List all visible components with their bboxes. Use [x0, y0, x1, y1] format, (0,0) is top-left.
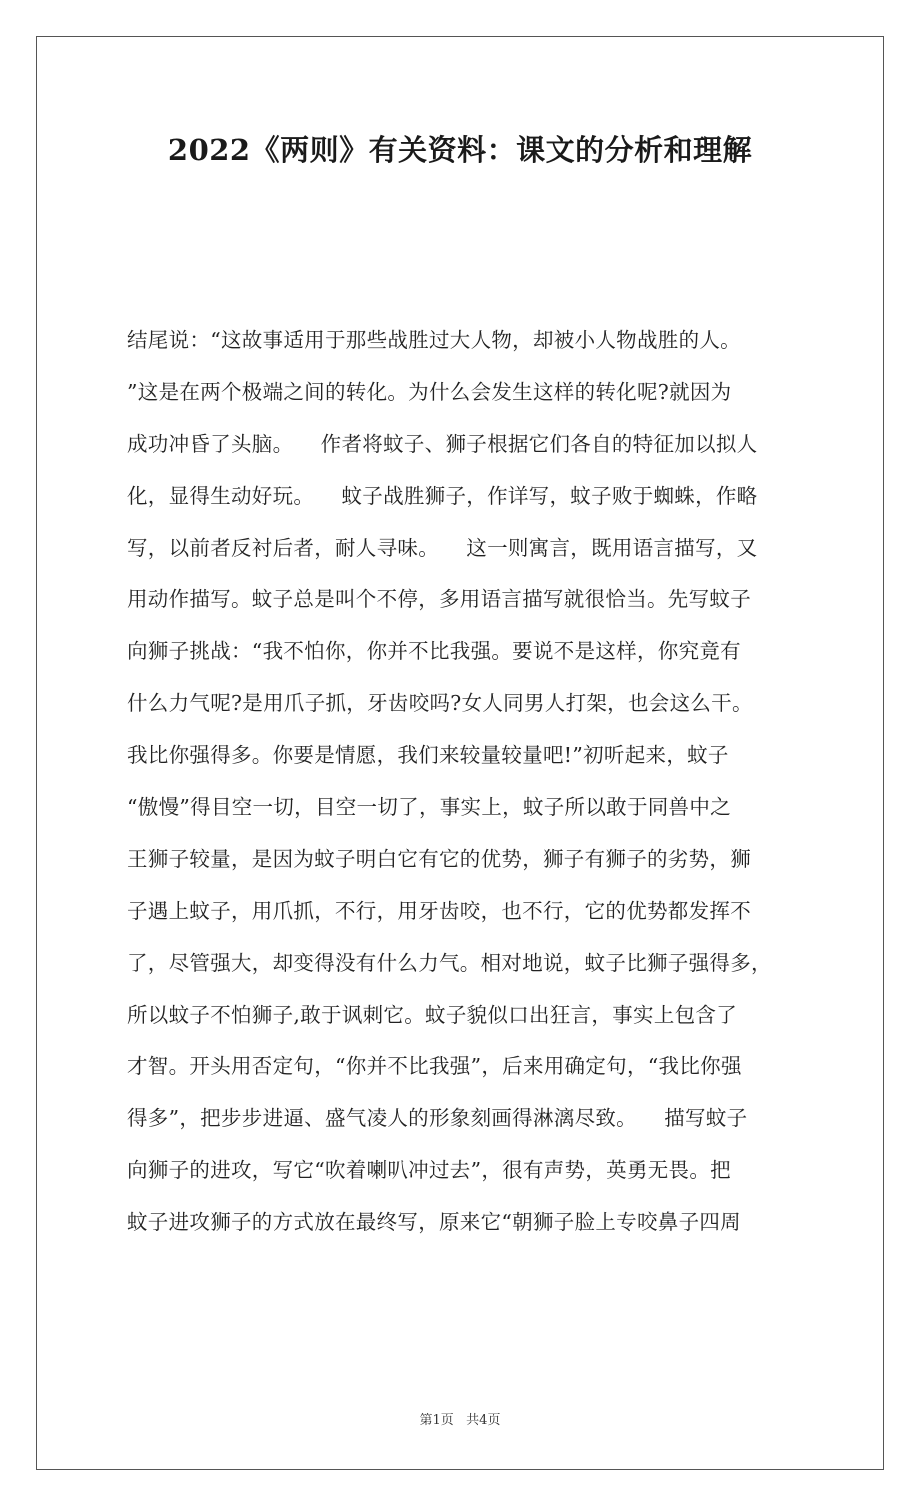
text-line: 成功冲昏了头脑。 作者将蚊子、狮子根据它们各自的特征加以拟人	[127, 431, 758, 456]
page-number-footer: 第1页 共4页	[419, 1413, 501, 1428]
text-line: “傲慢”得目空一切，目空一切了，事实上，蚊子所以敢于同兽中之	[127, 795, 731, 820]
text-line: 所以蚊子不怕狮子,敢于讽刺它。蚊子貌似口出狂言，事实上包含了	[127, 1002, 738, 1027]
text-line: 写，以前者反衬后者，耐人寻味。 这一则寓言，既用语言描写，又	[127, 535, 758, 560]
text-line: 向狮子的进攻，写它“吹着喇叭冲过去”，很有声势，英勇无畏。把	[127, 1158, 731, 1183]
text-line: 子遇上蚊子，用爪抓，不行，用牙齿咬，也不行，它的优势都发挥不	[127, 898, 751, 923]
body-text	[127, 318, 807, 1252]
text-line: 蚊子进攻狮子的方式放在最终写，原来它“朝狮子脸上专咬鼻子四周	[127, 1210, 741, 1235]
text-line: 我比你强得多。你要是情愿，我们来较量较量吧!”初听起来，蚊子	[127, 743, 729, 768]
document-title: 2022《两则》有关资料：课文的分析和理解	[167, 133, 753, 167]
text-line: ”这是在两个极端之间的转化。为什么会发生这样的转化呢?就因为	[127, 379, 732, 404]
text-line: 得多”，把步步进逼、盛气凌人的形象刻画得淋漓尽致。 描写蚊子	[127, 1106, 748, 1131]
text-line: 王狮子较量，是因为蚊子明白它有它的优势，狮子有狮子的劣势，狮	[127, 846, 751, 871]
text-line: 结尾说：“这故事适用于那些战胜过大人物，却被小人物战胜的人。	[127, 328, 741, 352]
text-line: 用动作描写。蚊子总是叫个不停，多用语言描写就很恰当。先写蚊子	[127, 587, 751, 612]
text-line: 化，显得生动好玩。 蚊子战胜狮子，作详写，蚊子败于蜘蛛，作略	[127, 483, 758, 508]
text-line: 什么力气呢?是用爪子抓，牙齿咬吗?女人同男人打架，也会这么干。	[127, 691, 753, 716]
text-line: 了，尽管强大，却变得没有什么力气。相对地说，蚊子比狮子强得多，	[127, 950, 772, 975]
text-line: 才智。开头用否定句，“你并不比我强”，后来用确定句，“我比你强	[127, 1054, 742, 1079]
text-line: 向狮子挑战：“我不怕你，你并不比我强。要说不是这样，你究竟有	[127, 639, 741, 664]
